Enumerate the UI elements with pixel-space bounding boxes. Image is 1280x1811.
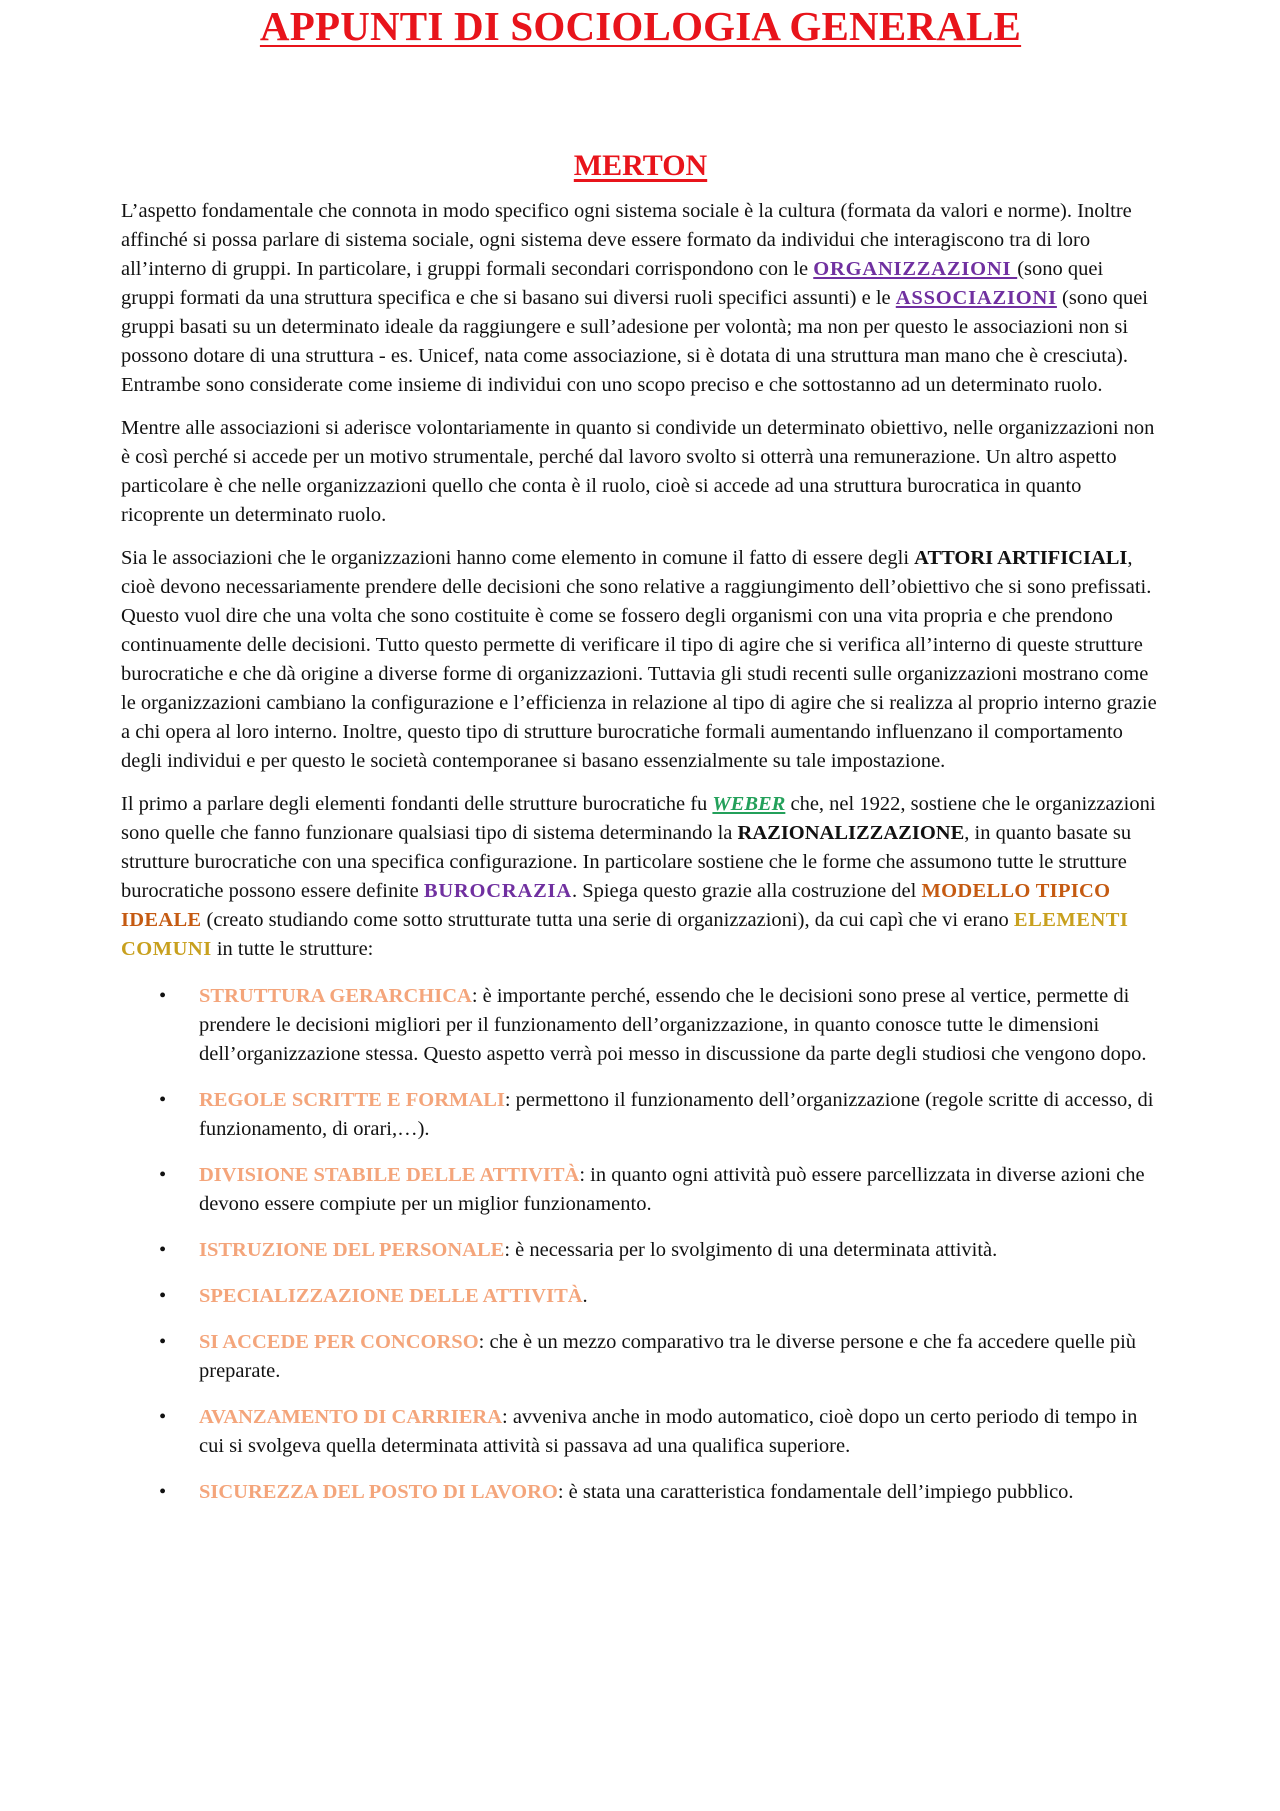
list-item [121, 1328, 1160, 1386]
bullet-icon: • [159, 1239, 167, 1261]
list-item-description: : avveniva anche in modo automatico, cioè dopo un certo periodo di tempo in cui si svolgeva quella determinata attività si passava ad una qualifica superiore. [199, 1406, 1138, 1457]
list-item [121, 1403, 1160, 1461]
paragraph-weber [121, 790, 1160, 964]
list-item [121, 982, 1160, 1069]
paragraph-text: Sia le associazioni che le organizzazioni hanno come elemento in comune il fatto di essere degli [121, 547, 915, 569]
list-item-description: : permettono il funzionamento dell’organizzazione (regole scritte di accesso, di funzionamento, di orari,…). [199, 1089, 1154, 1140]
bullet-icon: • [159, 1285, 167, 1307]
paragraph-text: (creato studiando come sotto strutturate tutta una serie di organizzazioni), da cui capì che vi erano [201, 909, 1014, 931]
paragraph-artificial-actors [121, 544, 1160, 776]
paragraph-text: . Spiega questo grazie alla costruzione del [571, 880, 922, 902]
paragraph-text: in tutte le strutture: [211, 938, 374, 960]
keyword-burocrazia: BUROCRAZIA [423, 880, 572, 902]
list-item-term: DIVISIONE STABILE DELLE ATTIVITÀ [199, 1164, 580, 1186]
paragraph-text: , cioè devono necessariamente prendere delle decisioni che sono relative a raggiungimento dell’obiettivo che si sono prefissati. Questo vuol dire che una volta che sono costituite è come se fossero degli organismi con una vita propria e che prendono continuamente delle decisioni. Tutto questo permette di verificare il tipo di agire che si verifica all’interno di queste strutture burocratiche e che dà origine a diverse forme di organizzazioni. Tuttavia gli studi recenti sulle organizzazioni mostrano come le organizzazioni cambiano la configurazione e l’efficienza in relazione al tipo di agire che si realizza al proprio interno grazie a chi opera al loro interno. Inoltre, questo tipo di strutture burocratiche formali aumentando influenzano il comportamento degli individui e per questo le società contemporanee si basano essenzialmente su tale impostazione. [121, 547, 1157, 772]
paragraph-text: Il primo a parlare degli elementi fondanti delle strutture burocratiche fu [121, 793, 713, 815]
keyword-weber: WEBER [712, 793, 786, 815]
list-item-term: SPECIALIZZAZIONE DELLE ATTIVITÀ [199, 1285, 583, 1307]
list-item-term: AVANZAMENTO DI CARRIERA [199, 1406, 502, 1428]
bullet-icon: • [159, 1481, 167, 1503]
list-item [121, 1282, 1160, 1311]
list-item-description: : è stata una caratteristica fondamentale dell’impiego pubblico. [557, 1481, 1074, 1503]
paragraph-organizations-associations [121, 197, 1160, 400]
paragraph-text: (sono quei gruppi basati su un determinato ideale da raggiungere e sull’adesione per volontà; ma non per questo le associazioni non si possono dotare di una struttura - es. Unicef, nata come associazione, si è dotata di una struttura man mano che è cresciuta). Entrambe sono considerate come insieme di individui con uno scopo preciso e che sottostanno ad un determinato ruolo. [121, 287, 1149, 396]
list-item [121, 1236, 1160, 1265]
list-item-description: : è necessaria per lo svolgimento di una determinata attività. [504, 1239, 998, 1261]
paragraph-membership: Mentre alle associazioni si aderisce volontariamente in quanto si condivide un determinato obiettivo, nelle organizzazioni non è così perché si accede per un motivo strumentale, perché dal lavoro svolto si otterrà una remunerazione. Un altro aspetto particolare è che nelle organizzazioni quello che conta è il ruolo, cioè si accede ad una struttura burocratica in quanto ricoprente un determinato ruolo. [121, 417, 1155, 526]
document-title: APPUNTI DI SOCIOLOGIA GENERALE [259, 3, 1022, 49]
list-item-description: : in quanto ogni attività può essere parcellizzata in diverse azioni che devono essere compiute per un miglior funzionamento. [199, 1164, 1145, 1215]
list-item-description: : è importante perché, essendo che le decisioni sono prese al vertice, permette di prendere le decisioni migliori per il funzionamento dell’organizzazione, in quanto conosce tutte le dimensioni dell’organizzazione stessa. Questo aspetto verrà poi messo in discussione da parte degli studiosi che vengono dopo. [199, 985, 1147, 1065]
keyword-associazioni: ASSOCIAZIONI [895, 287, 1057, 309]
bullet-icon: • [159, 1089, 167, 1111]
list-item [121, 1478, 1160, 1507]
list-item [121, 1086, 1160, 1144]
keyword-attori-artificiali: ATTORI ARTIFICIALI [914, 547, 1128, 569]
list-item-term: SI ACCEDE PER CONCORSO [199, 1331, 479, 1353]
keyword-elementi-comuni: ELEMENTI COMUNI [121, 909, 1129, 960]
list-item-description: . [582, 1285, 588, 1307]
section-title-merton: MERTON [573, 149, 708, 182]
list-item-term: ISTRUZIONE DEL PERSONALE [199, 1239, 505, 1261]
paragraph-text: che, nel 1922, sostiene che le organizzazioni sono quelle che fanno funzionare qualsiasi tipo di sistema determinando la [121, 793, 1156, 844]
bullet-icon: • [159, 1164, 167, 1186]
bullet-icon: • [159, 1406, 167, 1428]
bullet-icon: • [159, 1331, 167, 1353]
list-item-description: : che è un mezzo comparativo tra le diverse persone e che fa accedere quelle più preparate. [199, 1331, 1137, 1382]
keyword-organizzazioni: ORGANIZZAZIONI [813, 258, 1018, 280]
bullet-icon: • [159, 985, 167, 1007]
paragraph-text: (sono quei gruppi formati da una struttura specifica e che si basano sui diversi ruoli specifici assunti) e le [121, 258, 1104, 309]
list-item-term: SICUREZZA DEL POSTO DI LAVORO [199, 1481, 558, 1503]
list-item [121, 1161, 1160, 1219]
keyword-razionalizzazione: RAZIONALIZZAZIONE [737, 822, 965, 844]
list-item-term: REGOLE SCRITTE E FORMALI [199, 1089, 505, 1111]
bureaucracy-elements-list [121, 982, 1160, 1507]
keyword-modello-tipico-ideale: MODELLO TIPICO IDEALE [121, 880, 1111, 931]
list-item-term: STRUTTURA GERARCHICA [199, 985, 472, 1007]
paragraph-text: L’aspetto fondamentale che connota in modo specifico ogni sistema sociale è la cultura (formata da valori e norme). Inoltre affinché si possa parlare di sistema sociale, ogni sistema deve essere formato da individui che interagiscono tra di loro all’interno di gruppi. In particolare, i gruppi formali secondari corrispondono con le [121, 200, 1132, 280]
paragraph-text: , in quanto basate su strutture burocratiche con una specifica configurazione. In particolare sostiene che le forme che assumono tutte le strutture burocratiche possono essere definite [121, 822, 1132, 902]
